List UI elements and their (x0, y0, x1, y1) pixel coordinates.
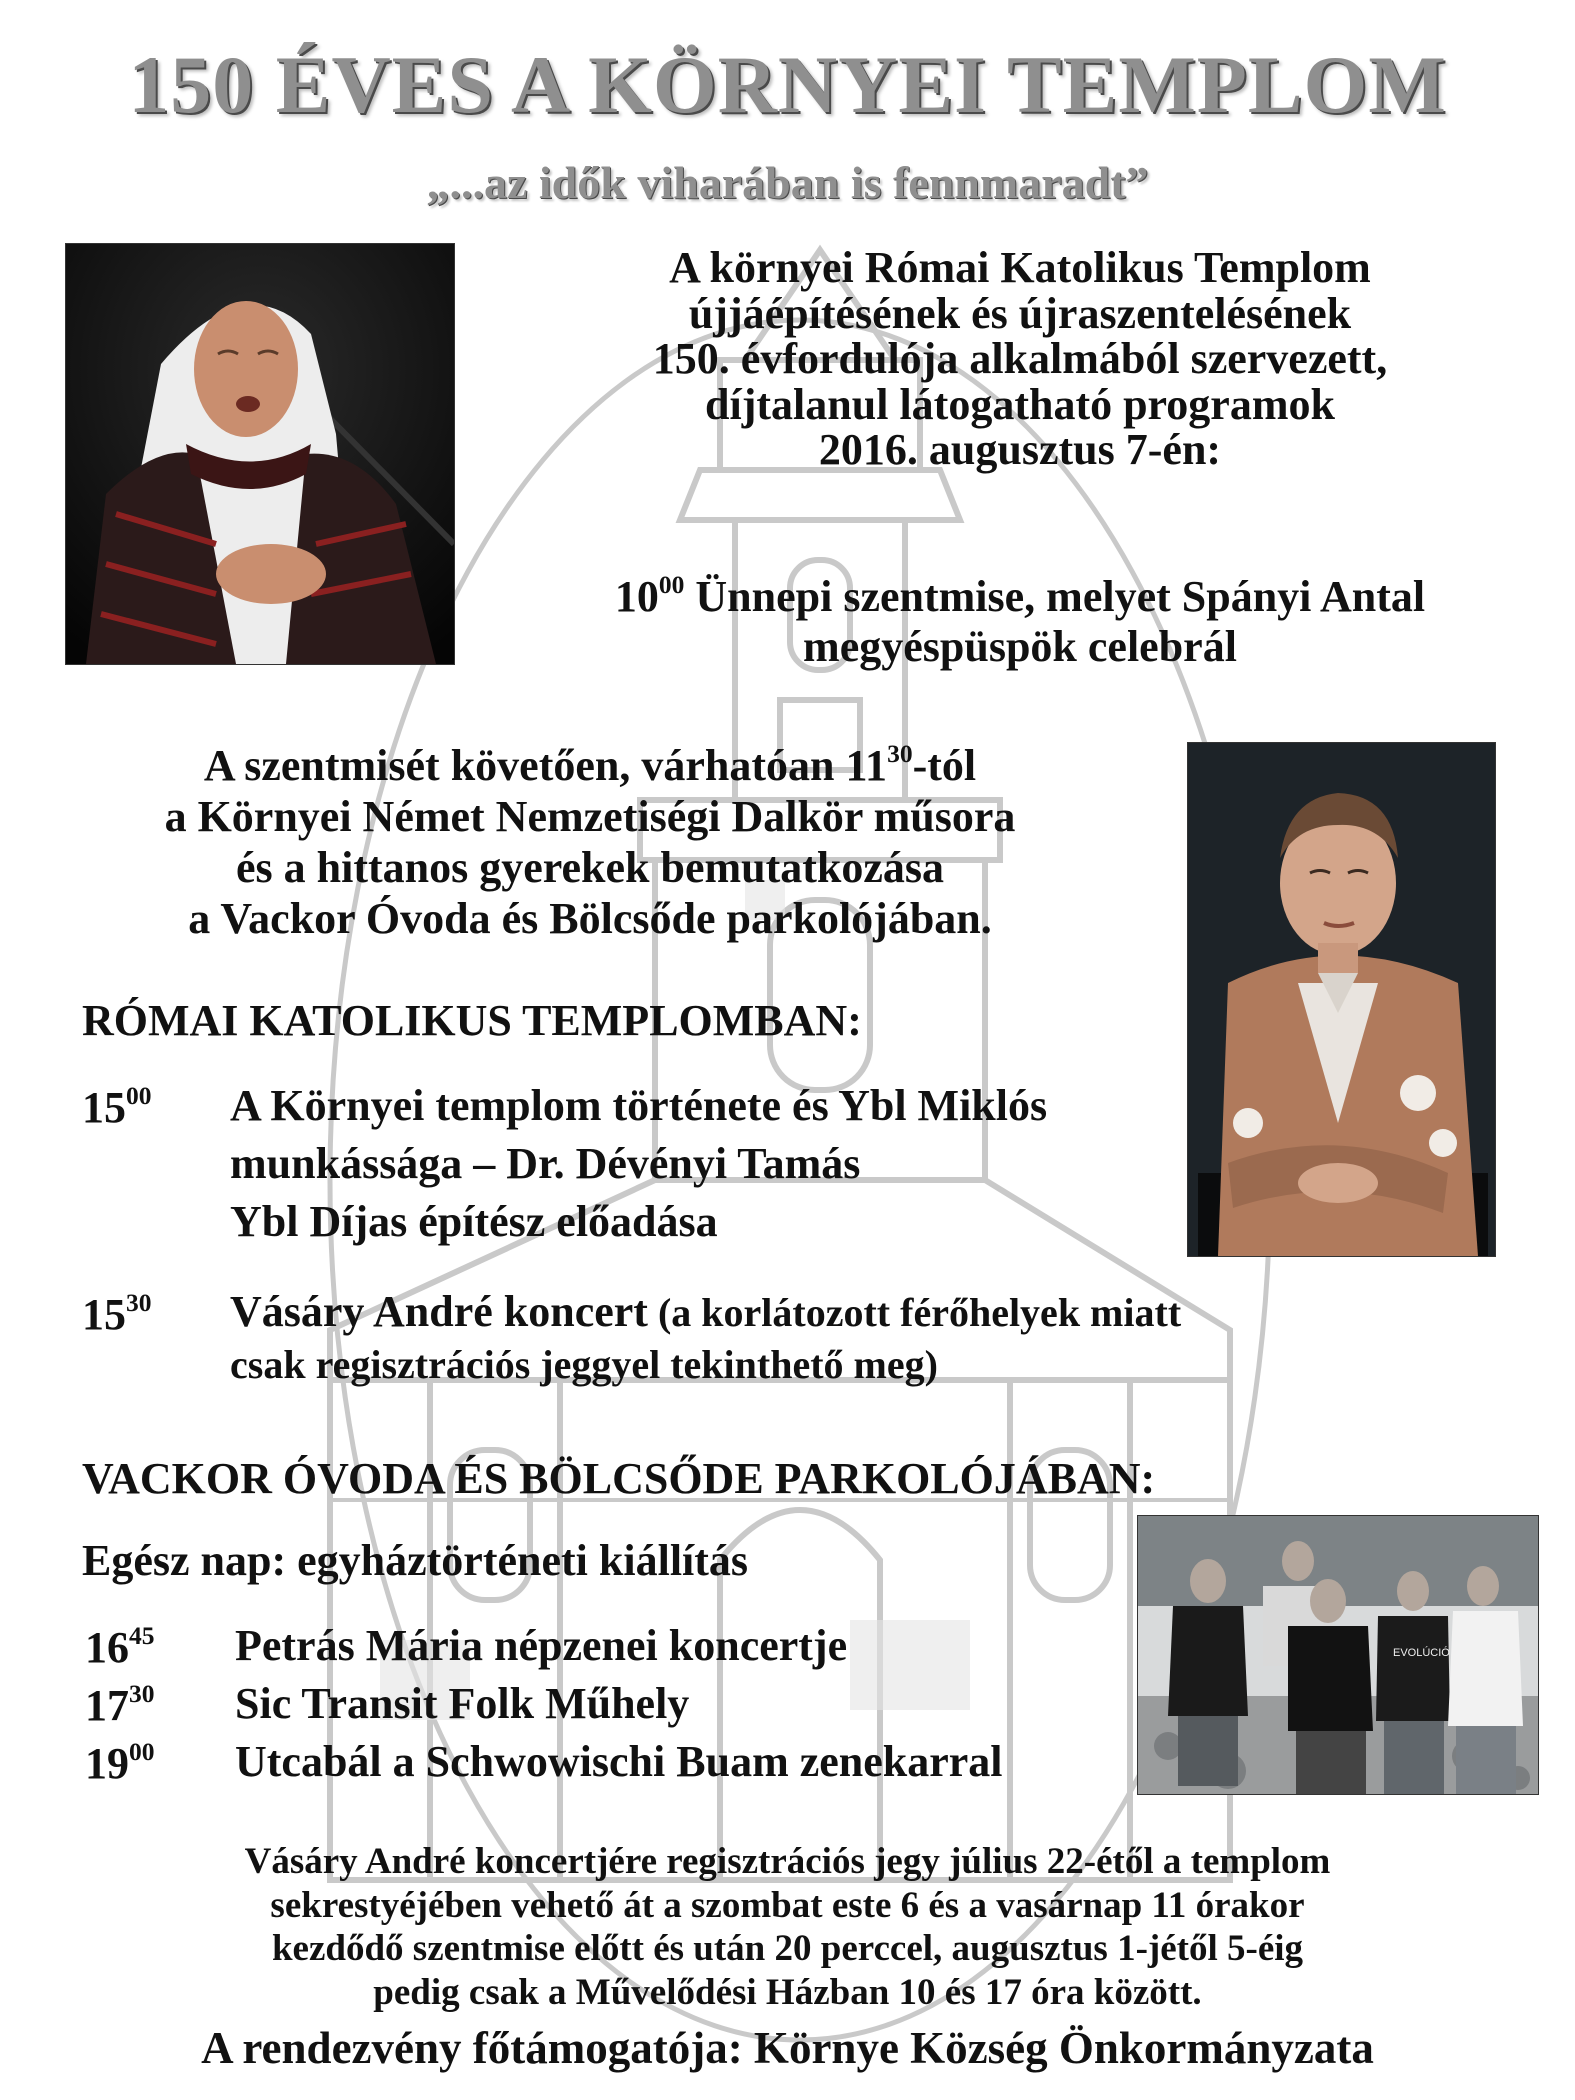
sponsor-line: A rendezvény főtámogatója: Környe Község Önkormányzata (201, 2023, 1374, 2073)
kindergarten-section-heading: VACKOR ÓVODA ÉS BÖLCSŐDE PARKOLÓJÁBAN: (82, 1454, 1156, 1503)
after-mass-text (60, 740, 1120, 944)
mass-time-min: 00 (658, 569, 685, 599)
ticket-note-line: Vásáry André koncertjére regisztrációs jegy július 22-étől a templom (244, 1841, 1331, 1882)
poster-title: 150 ÉVES A KÖRNYEI TEMPLOM (128, 39, 1447, 130)
event-time: $19^{00}$ (85, 1736, 155, 1788)
intro-line: újjáépítésének és újraszentelésének (688, 288, 1352, 338)
ticket-note-line: sekrestyéjében vehető át a szombat este 6 és a vasárnap 11 órakor (270, 1884, 1305, 1926)
event-time: $16^{45}$ (85, 1620, 155, 1672)
singer-man-photo (1187, 742, 1496, 1257)
mass-announcement (520, 569, 1520, 672)
event-time: $15^{00}$ (82, 1080, 152, 1132)
intro-text (520, 245, 1520, 473)
event-time: $17^{30}$ (85, 1678, 155, 1730)
after-mass-line: a Vackor Óvoda és Bölcsőde parkolójában. (188, 894, 992, 943)
event-lecture (230, 1077, 1190, 1251)
after-mass-line: és a hittanos gyerekek bemutatkozása (235, 843, 945, 892)
ticket-note-line: pedig csak a Művelődési Házban 10 és 17 óra között. (373, 1971, 1202, 2013)
allday-exhibition: Egész nap: egyháztörténeti kiállítás (82, 1536, 749, 1585)
ticket-note-line: kezdődő szentmise előtt és után 20 perccel, augusztus 1-jétől 5-éig (271, 1928, 1304, 1969)
band-shirt-text: EVOLÚCIÓ (1393, 1647, 1450, 1659)
mass-text: megyéspüspök celebrál (803, 622, 1237, 671)
event-note: (a korlátozott férőhelyek miatt (647, 1290, 1182, 1335)
event-note: csak regisztrációs jeggyel tekinthető meg) (230, 1342, 938, 1387)
band-photo (1137, 1515, 1539, 1795)
ticket-note (0, 1840, 1575, 2014)
event-line: A Környei templom története és Ybl Miklós (230, 1081, 1048, 1130)
church-section-heading: RÓMAI KATOLIKUS TEMPLOMBAN: (82, 996, 862, 1045)
intro-line: díjtalanul látogatható programok (705, 379, 1335, 429)
after-mass-line: -tól (912, 741, 977, 790)
intro-line: A környei Római Katolikus Templom (669, 243, 1371, 292)
after-mass-line: a Környei Német Nemzetiségi Dalkör műsora (164, 792, 1016, 841)
event-title: Sic Transit Folk Műhely (235, 1679, 690, 1728)
mass-text: Ünnepi szentmise, melyet Spányi Antal (684, 572, 1426, 621)
after-mass-line: A szentmisét követően, várhatóan 11 (203, 741, 888, 790)
after-mass-time-min: 30 (887, 738, 913, 768)
event-title: Petrás Mária népzenei koncertje (235, 1621, 848, 1670)
event-line: munkássága – Dr. Dévényi Tamás (230, 1139, 861, 1188)
event-line: Ybl Díjas építész előadása (230, 1197, 718, 1246)
mass-time-hour: 10 (614, 572, 659, 621)
event-date: 2016. augusztus 7-én: (818, 425, 1222, 474)
intro-line: 150. évfordulója alkalmából szervezett, (652, 334, 1388, 383)
event-title: Utcabál a Schwowischi Buam zenekarral (235, 1737, 1003, 1786)
event-time: $15^{30}$ (82, 1287, 152, 1339)
folk-singer-woman-photo (65, 243, 455, 665)
event-concert (230, 1286, 1350, 1391)
poster-subtitle: „...az idők viharában is fennmaradt” (426, 157, 1149, 208)
event-title: Vásáry André koncert (230, 1287, 648, 1336)
